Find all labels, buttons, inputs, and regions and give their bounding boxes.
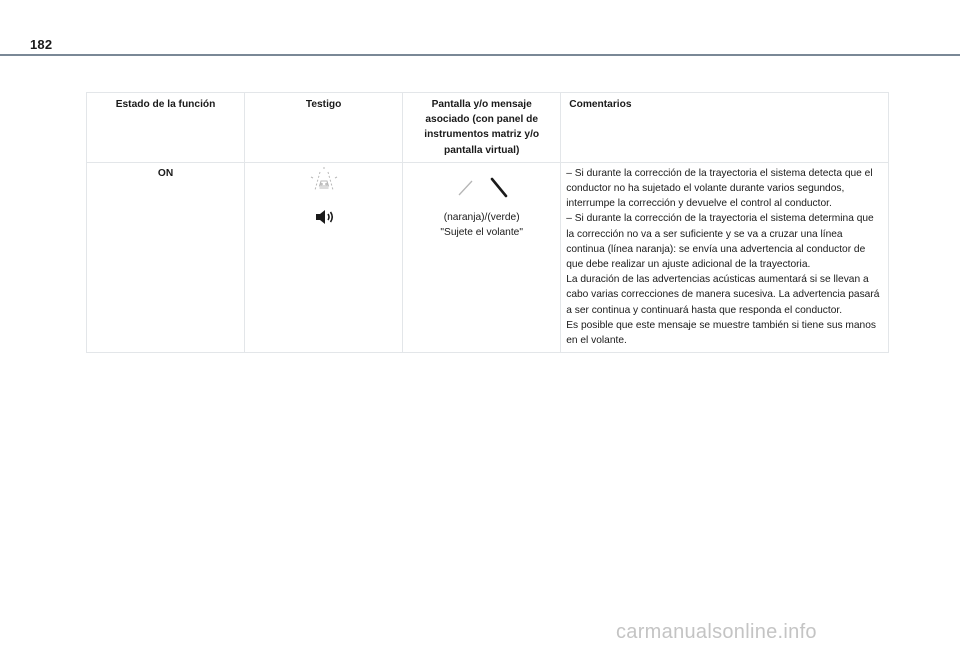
header-comments: Comentarios <box>561 93 889 163</box>
display-color-caption: (naranja)/(verde) <box>443 211 520 223</box>
speaker-sound-icon <box>310 206 338 228</box>
comments-cell <box>561 162 889 352</box>
state-cell: ON <box>87 162 245 352</box>
right-lane-line <box>492 179 506 196</box>
display-cell <box>403 162 561 352</box>
comment-paragraph: – Si durante la corrección de la trayectoria el sistema detecta que el conductor no ha sujetado el volante durante varios segundos, interrumpe la corrección y devuelve el control al conductor. <box>566 167 873 210</box>
table-row <box>87 162 889 352</box>
left-lane-line <box>459 181 472 195</box>
header-rule <box>0 54 960 56</box>
function-status-table <box>86 92 889 353</box>
lane-departure-warning-icon <box>309 166 339 194</box>
comment-paragraph: Es posible que este mensaje se muestre también si tiene sus manos en el volante. <box>566 319 876 347</box>
indicator-cell <box>245 162 403 352</box>
table-header-row <box>87 93 889 163</box>
header-display-message: Pantalla y/o mensaje asociado (con panel de instrumentos matriz y/o pantalla virtual) <box>403 93 561 163</box>
comment-paragraph: La duración de las advertencias acústicas aumentará si se llevan a cabo varias correcciones de manera sucesiva. La advertencia pasará a ser continua y continuará hasta que responda el conductor. <box>566 274 880 316</box>
watermark-link[interactable]: carmanualsonline.info <box>616 621 817 643</box>
page-number: 182 <box>30 37 53 52</box>
display-message-caption: "Sujete el volante" <box>440 227 523 239</box>
lane-lines-graphic <box>452 170 512 200</box>
comment-paragraph: – Si durante la corrección de la trayectoria el sistema determina que la corrección no va a ser suficiente y se va a cruzar una línea continua (línea naranja): se envía una advertencia al conductor de que debe realizar un ajuste adicional de la trayectoria. <box>566 213 874 271</box>
header-indicator: Testigo <box>245 93 403 163</box>
header-function-state: Estado de la función <box>87 93 245 163</box>
